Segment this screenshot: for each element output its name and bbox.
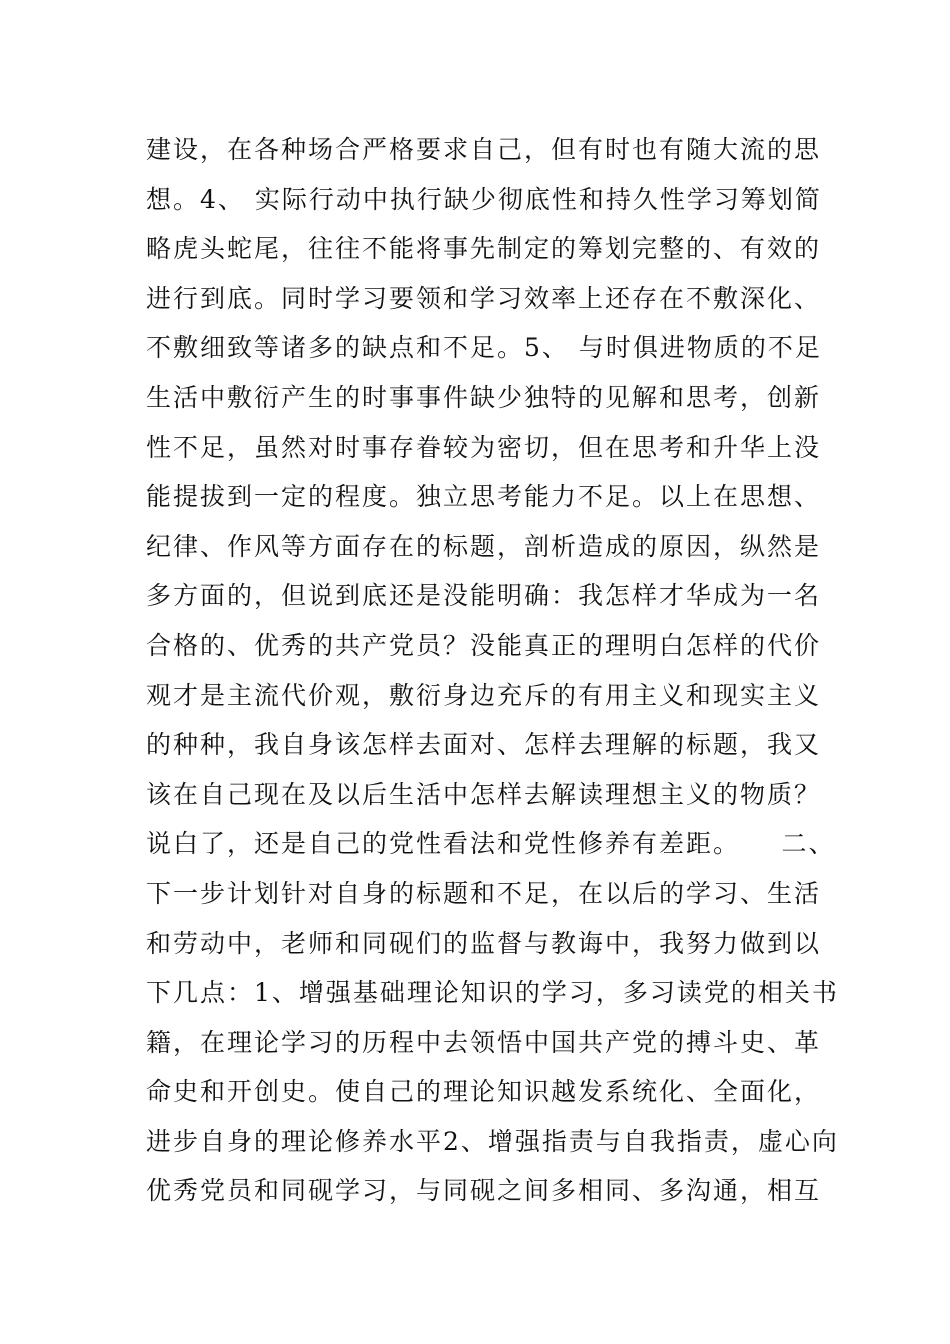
text-line: 纪律、作风等方面存在的标题，剖析造成的原因，纵然是 [146,531,822,561]
text-line: 说白了，还是自己的党性看法和党性修养有差距。 二、 [146,829,836,859]
text-line: 多方面的，但说到底还是没能明确：我怎样才华成为一名 [146,581,822,611]
text-line: 的种种，我自身该怎样去面对、怎样去理解的标题，我又 [146,730,822,760]
text-line: 和劳动中，老师和同砚们的监督与教诲中，我努力做到以 [146,928,822,958]
text-line: 下几点：1、增强基础理论知识的学习，多习读党的相关书 [146,978,839,1008]
text-line: 能提拔到一定的程度。独立思考能力不足。以上在思想、 [146,482,822,512]
text-line: 性不足，虽然对时事存眷较为密切，但在思考和升华上没 [146,432,822,462]
body-text [146,128,839,1219]
text-line: 生活中敷衍产生的时事事件缺少独特的见解和思考，创新 [146,382,822,412]
text-line: 进行到底。同时学习要领和学习效率上还存在不敷深化、 [146,283,822,313]
text-line: 合格的、优秀的共产党员？没能真正的理明白怎样的代价 [146,630,822,660]
text-line: 想。4、 实际行动中执行缺少彻底性和持久性学习筹划简 [146,184,822,214]
text-line: 该在自己现在及以后生活中怎样去解读理想主义的物质？ [146,779,822,809]
text-line: 略虎头蛇尾，往往不能将事先制定的筹划完整的、有效的 [146,234,822,264]
text-line: 观才是主流代价观，敷衍身边充斥的有用主义和现实主义 [146,680,822,710]
text-line: 建设，在各种场合严格要求自己，但有时也有随大流的思 [146,135,822,164]
text-line: 优秀党员和同砚学习，与同砚之间多相同、多沟通，相互 [146,1176,822,1206]
text-line: 不敷细致等诸多的缺点和不足。5、 与时俱进物质的不足 [146,333,822,363]
text-line: 进步自身的理论修养水平2、增强指责与自我指责，虚心向 [146,1126,839,1156]
text-line: 下一步计划针对自身的标题和不足，在以后的学习、生活 [146,878,822,908]
text-line: 命史和开创史。使自己的理论知识越发系统化、全面化， [146,1077,822,1107]
text-line: 籍，在理论学习的历程中去领悟中国共产党的搏斗史、革 [146,1027,822,1057]
